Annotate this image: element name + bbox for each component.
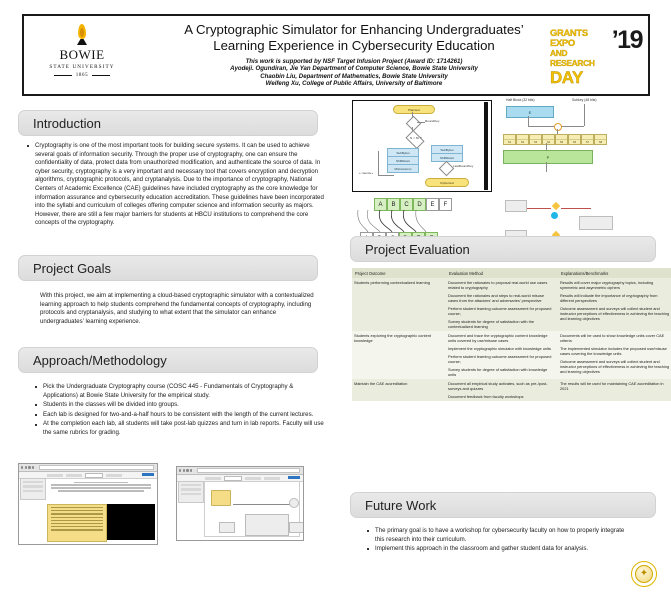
university-subtitle: STATE UNIVERSITY [49,64,115,70]
cell: A [374,198,387,211]
sbox [594,134,607,145]
actor-thumb [289,498,299,508]
benchmark-cell [558,379,671,401]
section-header-project-goals: Project Goals [18,255,318,281]
sbox-label: S8 [598,140,603,144]
login-button-thumb [288,476,300,479]
method-item: Document all empirical study activates, such as pre-/post-surveys and quizzes [448,381,548,391]
method-cell [446,379,558,401]
encrypt-marker-icon [552,202,560,210]
sidebar-thumb [178,481,204,503]
list-item: Each lab is designed for two-and-a-half hours to be consistent with the length of the current lectures. [43,411,324,420]
terminal-panel-thumb [107,504,155,540]
method-cell [446,331,558,379]
authors-line-3: Weifeng Xu, College of Public Affairs, University of Baltimore [265,80,443,88]
column-header-benchmarks: Explanations/Benchmarks [558,268,671,278]
university-founded [54,73,110,78]
simulator-diagram-screenshot [176,466,304,541]
benchmark-item: Results will cover major cryptography topics, including symmetric and asymmetric ciphers [560,280,654,290]
des-feistel-function [500,98,660,194]
aes-step-shiftrows: ShiftRows [387,156,419,165]
des-sbox-row [503,134,607,145]
sbox [555,134,568,145]
introduction-content [24,142,324,229]
cell: B [387,198,400,211]
list-item: Pick the Undergraduate Cryptography course (COSC 445 - Fundamentals of Cryptography & Applications) at Bowie State University for the empirical study. [43,383,324,400]
simulator-screenshots [18,463,318,555]
aes-step-subbytes-final: SubBytes [431,145,463,154]
benchmark-cell [558,278,671,331]
poster-title-line1: A Cryptographic Simulator for Enhancing Undergraduates’ [184,22,524,37]
cell: F [439,198,452,211]
aes-decision-label: N < Nr ? [410,136,422,140]
sidebar-thumb [20,478,46,500]
protocol-step-icon [551,212,558,219]
login-button-thumb [142,473,154,476]
list-item: The primary goal is to have a workshop for cybersecurity faculty on how to properly integrate this research into their curriculum. [375,527,634,544]
benchmark-item: Outcome assessment and surveys will collect student and instructor perceptions of effectiveness in achieving the teaching and learning objectives [560,306,670,321]
introduction-paragraph: Cryptography is one of the most important tools for building secure systems. It can be used to achieve several goals of information security. Through the proper use of cryptography, one can ensure the confidentiality of data, protect data from unauthorized modification, and authenticate the source of data. In cyber security, cryptography is a very important and necessary tool that covers encryption and decryption algorithms, cryptographic protocols, and cryptanalysis. Due to the importance of cryptography, National Centers of Academic Excellence (CAE) guidelines have included cryptography as the core knowledge for information assurance and cybersecurity education accreditation. These guidelines have been incorporated into the syllabi and curriculum of colleges offering computer science and information security as majors. However, there are still a few major barriers for students at HBCU institutions to comprehend the core concepts of the cryptography. [35,142,324,227]
des-halfblock-label: Half Block (32 bits) [506,98,535,102]
method-item: Document feedback from faculty workshops [448,394,524,399]
poster-header [22,14,650,96]
authors-line-2: Chaobin Liu, Department of Mathematics, Bowie State University [260,72,448,80]
table-row [352,278,671,331]
browser-chrome-bar [19,464,157,472]
sbox-label: S2 [520,140,525,144]
approach-content [32,383,324,439]
flame-torch-icon [75,24,89,46]
introduction-list [24,142,324,228]
expo-line-2: AND RESEARCH [550,48,595,68]
cell: C [400,198,413,211]
section-header-introduction: Introduction [18,110,318,136]
sbox-label: S6 [572,140,577,144]
list-item: At the completion each lab, all students will take post-lab quizzes and turn in lab reports. Faculty will use the same rubrics for grading. [43,420,324,436]
method-item: Document and trace the cryptographic content knowledge units covered by use/misuse cases [448,333,548,343]
method-item: Document the rationales to proposal real-world use cases related to cryptography [448,280,548,290]
table-row [352,331,671,379]
folder-icon [211,490,231,506]
sbox-label: S1 [507,140,512,144]
bowie-state-logo [34,24,130,90]
page-text-thumb [49,480,153,493]
expo-year: ’19 [611,26,642,54]
aes-flowchart [352,100,492,192]
sbox-label: S3 [533,140,538,144]
university-name: BOWIE [59,47,105,62]
section-header-project-evaluation: Project Evaluation [350,236,656,262]
sbox [581,134,594,145]
benchmark-item: The implemented simulator includes the proposed use/misuse cases covering the knowledge units [560,346,667,356]
method-item: Survey students for degree of satisfaction with the contextualized learning [448,319,535,329]
cell: D [413,198,426,211]
outcome-cell: Students exploring the cryptographic content knowledge [352,331,446,379]
browser-chrome-bar [177,467,303,475]
sbox [542,134,555,145]
protocol-node-ciphertext [579,216,613,230]
benchmark-item: The results will be used for maintaining CAE accreditation in 2021 [560,381,664,391]
node-thumb [289,522,304,533]
expo-day-text: DAY [550,68,583,87]
sbox-label: S5 [559,140,564,144]
aes-loop-label: + round++ [359,171,374,175]
list-item: Implement this approach in the classroom and gather student data for analysis. [375,545,634,554]
authors-line-1: Ayodeji. Ogundiran, Jie Yan Department of Computer Science, Bowie State University [230,65,478,73]
aes-lastkey-label: LastRoundKey [453,164,474,168]
method-item: Document the rationales and steps to real-world misuse cases from the attackers’ and adversaries’ perspective [448,293,545,303]
gold-seal-icon: ✦ [631,561,657,587]
list-item: Students in the classes will be divided into groups. [43,401,324,410]
sbox-label: S7 [585,140,590,144]
table-header-row [352,268,671,278]
approach-bullet-list [32,383,324,438]
section-header-future-work: Future Work [350,492,656,518]
protocol-node-sender [505,200,527,212]
code-panel-thumb [47,504,107,542]
aes-step-mixcolumns: MixColumns [387,164,419,173]
diagram-canvas-thumb [204,481,300,537]
benchmark-item: Results will indicate the importance of cryptography from different perspectives [560,293,658,303]
outcome-cell: Students performing contextualized learning [352,278,446,331]
des-permutation-box: P [503,150,593,164]
section-header-approach: Approach/Methodology [18,347,318,373]
expo-line-1: GRANTS EXPO [550,27,588,48]
column-header-method: Evaluation Method [446,268,558,278]
sbox [568,134,581,145]
aes-plaintext-node: Plaintext [393,105,435,114]
des-expansion-box: E [506,106,554,118]
node-thumb [219,522,235,533]
method-item: Perform student learning outcome assessment for proposed course; [448,306,552,316]
method-cell [446,278,558,331]
node-thumb [245,514,289,536]
future-work-bullet-list [364,527,634,554]
grants-expo-logo [550,21,642,93]
aes-ciphertext-node: Ciphertext [425,178,469,187]
benchmark-item: Outcome assessment and surveys will collect student and instructor perceptions of effectiveness in achieving the teaching and learning objectives [560,359,670,374]
table-row [352,379,671,401]
funding-statement: This work is supported by NSF Target Infusion Project (Award ID: 1714261) [245,58,463,65]
cell: E [426,198,439,211]
sbox [529,134,542,145]
sbox [503,134,516,145]
method-item: Implement the cryptographic simulator with knowledge units [448,346,551,351]
benchmark-cell [558,331,671,379]
benchmark-item: Documents will be used to show knowledge units cover CAE criteria [560,333,665,343]
project-evaluation-table [352,268,671,401]
founded-year: 1865 [75,73,89,78]
aes-step-subbytes: SubBytes [387,148,419,157]
title-block [134,22,574,88]
outcome-cell: Maintain the CAE accreditation [352,379,446,401]
aes-step-shiftrows-final: ShiftRows [431,153,463,162]
method-item: Perform student learning outcome assessment for proposed course; [448,354,552,364]
column-header-outcome: Project Outcome [352,268,446,278]
aes-roundkey-label: RoundKey [425,119,440,123]
poster-title-line2: Learning Experience in Cybersecurity Education [213,38,495,53]
future-work-content [364,527,634,555]
des-subkey-label: Subkey (48 bits) [572,98,597,102]
sbox-label: S4 [546,140,551,144]
method-item: Survey students for degree of satisfaction with knowledge units [448,367,548,377]
simulator-lab-screenshot [18,463,158,545]
sbox [516,134,529,145]
project-goals-paragraph: With this project, we aim at implementing a cloud-based cryptographic simulator with a contextualized learning approach to help students comprehend the fundamental concepts of cryptography, including protocols and cryptanalysis, and studying to what extent that the simulator can enhance undergraduates’ learning experience. [40,292,314,325]
